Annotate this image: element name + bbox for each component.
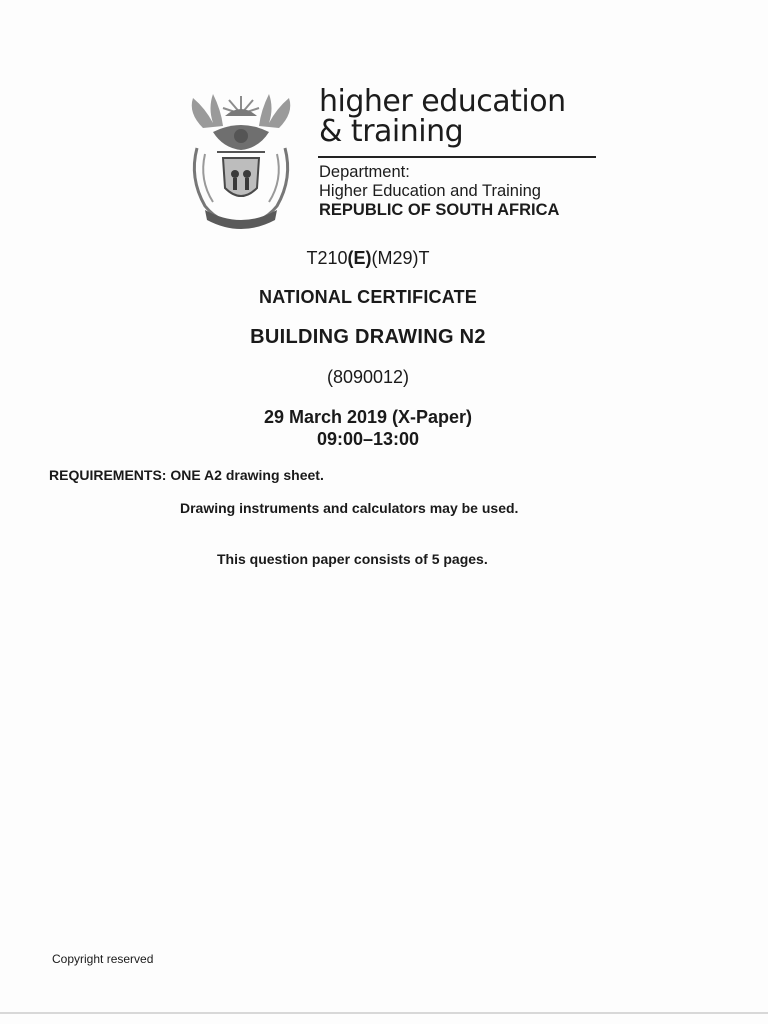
exam-date: 29 March 2019 (X-Paper) bbox=[263, 407, 473, 427]
paper-code-suffix: (M29)T bbox=[371, 248, 430, 268]
scan-edge-line bbox=[0, 1012, 768, 1014]
subject-title: BUILDING DRAWING N2 bbox=[250, 326, 486, 348]
subject-number: (8090012) bbox=[326, 367, 410, 387]
requirements-line bbox=[49, 467, 324, 483]
paper-code bbox=[0, 248, 736, 269]
exam-time: 09:00–13:00 bbox=[316, 429, 420, 449]
coat-of-arms-icon bbox=[183, 88, 299, 234]
copyright-notice: Copyright reserved bbox=[52, 952, 154, 966]
brand-divider bbox=[318, 156, 596, 158]
pages-note: This question paper consists of 5 pages. bbox=[217, 551, 488, 567]
brand-title-line-1: higher education bbox=[319, 84, 566, 119]
requirements-text: ONE A2 drawing sheet. bbox=[170, 467, 324, 483]
certificate-title: NATIONAL CERTIFICATE bbox=[259, 287, 477, 307]
country-name: REPUBLIC OF SOUTH AFRICA bbox=[319, 201, 560, 219]
brand-title-line-2: & training bbox=[319, 114, 464, 149]
requirements-label: REQUIREMENTS: bbox=[49, 467, 167, 483]
instruments-note: Drawing instruments and calculators may be used. bbox=[180, 500, 519, 516]
department-label: Department: bbox=[319, 163, 410, 181]
paper-code-prefix: T210 bbox=[306, 248, 348, 268]
paper-code-language: (E) bbox=[347, 248, 372, 268]
department-name: Higher Education and Training bbox=[319, 182, 541, 200]
